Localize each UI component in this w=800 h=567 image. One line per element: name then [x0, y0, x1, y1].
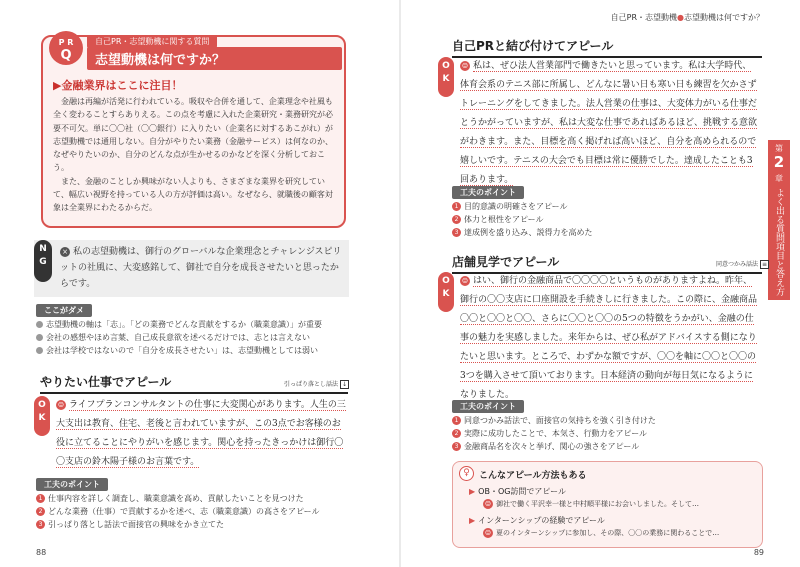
number-icon: 2 — [452, 429, 461, 438]
kufu-list-right-2 — [452, 414, 762, 453]
kufu-item: 1 仕事内容を詳しく調査し、職業意識を高め、貢献したいことを見つけた — [36, 492, 356, 505]
tips-box — [452, 461, 763, 548]
kufu-item: 2 体力と根性をアピール — [452, 213, 762, 226]
running-head-right: 志望動機は何ですか？ — [684, 13, 764, 22]
running-head-left: 自己PR・志望動機 — [610, 13, 678, 22]
question-header — [43, 37, 344, 71]
ok-answer-store-text: はい、御行の金融商品で〇〇〇〇というものがありますよね。昨年、御行の〇〇支店に口座開設を手続きしに行きました。この際に、金融商品〇〇と〇〇と〇〇、さらに〇〇と〇〇の5つの特徴をうかがい、金融の仕事の魅力を実感しました。来年からは、ぜひ私がアドバイスする側になりたいと思います。ところで、わずかな額ですが、〇〇を軸に〇〇と〇〇の3つを購入させて頂いております。日本経済の動向が毎日気になるようになりました。 — [460, 276, 758, 400]
ng-answer-text: 私の志望動機は、御行のグローバルな企業理念とチャレンジスピリットの社風に、大変感銘して、御社で自分を成長させたいと思ったからです。 — [60, 247, 342, 289]
arrow-down-icon: ↓ — [342, 381, 348, 388]
page-number-left: 88 — [36, 548, 47, 557]
ng-answer-block — [34, 240, 349, 297]
number-icon: 1 — [36, 494, 45, 503]
pr-badge-q: Q — [60, 48, 72, 63]
chapter-prefix: 第 — [775, 144, 783, 153]
bad-points-list — [36, 318, 356, 357]
kufu-item: 1 目的意識の明確さをアピール — [452, 200, 762, 213]
bad-point-item: 会社は学校ではないので「自分を成長させたい」は、志望動機としては弱い — [36, 344, 356, 357]
question-category: 自己PR・志望動機に関する質問 — [87, 35, 217, 48]
dot-icon: ● — [677, 13, 684, 22]
kufu-list-left — [36, 492, 356, 531]
technique-label: 引っぱり落とし話法 ↓ — [284, 381, 348, 388]
question-title: 志望動機は何ですか？ — [87, 47, 342, 70]
kufu-item: 2 実際に成功したことで、本気さ、行動力をアピール — [452, 427, 762, 440]
chapter-unit: 章 — [775, 174, 783, 183]
kufu-tag-right-1: 工夫のポイント — [452, 186, 524, 199]
bullet-icon — [36, 321, 43, 328]
ok-answer-selfpr-text: 私は、ぜひ法人営業部門で働きたいと思っています。私は大学時代、体育会系のテニス部に所属し、どんなに暑い日も寒い日も練習を欠かさずトレーニングをしてきました。法人営業の仕事は、大変体力がいる仕事だとうかがっていますが、私は大変な仕事であればあるほど、挑戦する意欲がわきます。また、目標を高く掲げれば高いほど、自分を高められるので嬉しいです。テニスの大会でも目標は常に優勝でした。達成したことも3回あります。 — [460, 61, 758, 185]
smile-face-icon: ☺ — [461, 276, 469, 285]
ok-badge: O K — [438, 272, 454, 312]
pr-q-badge — [49, 31, 83, 65]
section-title-job: やりたい仕事でアピール — [40, 373, 348, 394]
technique-label-store: 同意つかみ話法 ≡ — [716, 261, 768, 268]
arrow-right-icon: ▶ — [469, 487, 476, 496]
chapter-number: 2 — [773, 153, 785, 171]
tips-item-1: ▶ OB・OG訪問でアピール — [469, 487, 566, 496]
question-paragraph-1: 金融は再編が活発に行われている。吸収や合併を通して、企業理念や社風も全く変わることすらありえる。この点を考慮に入れた企業研究・業務研究が必要不可欠。単に〇〇社（〇〇銀行）に入りたい（企業名に対するあこがれ）が志望動機では通用しない。自分がやりたい業務（金融サービス）は何なのか、なぜやりたいのか、自分のどんな点が生かせるのかなどを深く分析しておこう。 — [53, 97, 333, 173]
tips-line-1: ☺ 御社で働く平沢幸一様と中村順平様にお会いしました。そして… — [484, 500, 699, 508]
tips-line-2: ☺ 夏のインターンシップに参加し、その際、〇〇の業務に関わることで… — [484, 529, 720, 537]
tips-title: こんなアピール方法もある — [479, 471, 587, 481]
question-paragraph-2: また、金融のことしか興味がない人よりも、さまざまな業界を研究していて、幅広い視野を持っている人の方が評価は高い。なぜなら、就職後の顧客対象は全業界にわたるからだ。 — [53, 176, 333, 213]
kufu-item: 3 引っぱり落とし話法で面接官の興味をかき立てた — [36, 518, 356, 531]
focus-heading: ▶金融業界はここに注目！ — [53, 79, 183, 92]
number-icon: 1 — [452, 202, 461, 211]
bad-point-item: 会社の感想やほめ言葉、自己成長意欲を述べるだけでは、志とは言えない — [36, 331, 356, 344]
bullet-icon — [36, 347, 43, 354]
ok-badge: O K — [438, 57, 454, 97]
ok-answer-selfpr — [460, 57, 760, 190]
kufu-tag-right-2: 工夫のポイント — [452, 400, 524, 413]
ok-answer-block-store — [438, 272, 763, 400]
smile-face-icon: ☺ — [57, 400, 65, 409]
ok-answer-job — [56, 396, 346, 472]
pr-badge-top: P R — [58, 38, 74, 47]
ok-badge: O K — [34, 396, 50, 436]
number-icon: 3 — [36, 520, 45, 529]
number-icon: 3 — [452, 442, 461, 451]
chapter-title: よく出る質問項目と答え方 — [774, 188, 784, 296]
arrow-right-icon: ▶ — [469, 516, 476, 525]
ok-answer-job-text: ライフプランコンサルタントの仕事に大変関心があります。人生の三大支出は教育、住宅、老後と言われていますが、この3点でお客様のお役に立てることにやりがいを感じます。関心を持ったきっかけは御行〇〇支店の鈴木陽子様のお言葉です。 — [56, 400, 346, 467]
smile-face-icon: ☺ — [484, 529, 492, 537]
ng-badge: N G — [34, 240, 52, 282]
smile-face-icon: ☺ — [484, 500, 492, 508]
kufu-item: 1 同意つかみ話法で、面接官の気持ちを強く引き付けた — [452, 414, 762, 427]
ok-answer-block-selfpr — [438, 57, 763, 185]
section-title-store: 店舗見学でアピール — [452, 253, 762, 274]
number-icon: 3 — [452, 228, 461, 237]
lightbulb-icon: ♀ — [459, 466, 474, 481]
kufu-tag-left: 工夫のポイント — [36, 478, 108, 491]
sad-face-icon: × — [60, 247, 70, 257]
number-icon: 1 — [452, 416, 461, 425]
bad-point-item: 志望動機の軸は「志」。「どの業務でどんな貢献をするか（職業意識）」が重要 — [36, 318, 356, 331]
smile-face-icon: ☺ — [461, 61, 469, 70]
kufu-list-right-1 — [452, 200, 762, 239]
question-box — [41, 35, 346, 228]
kufu-item: 3 金融商品名を次々と挙げ、関心の強さをアピール — [452, 440, 762, 453]
number-icon: 2 — [452, 215, 461, 224]
kufu-item: 3 達成例を盛り込み、説得力を高めた — [452, 226, 762, 239]
equals-icon: ≡ — [762, 261, 768, 268]
number-icon: 2 — [36, 507, 45, 516]
tips-item-2: ▶ インターンシップの経験でアピール — [469, 516, 605, 525]
bullet-icon — [36, 334, 43, 341]
page-number-right: 89 — [753, 548, 764, 557]
kufu-item: 2 どんな業務（仕事）で貢献するかを述べ、志（職業意識）の高さをアピール — [36, 505, 356, 518]
question-body — [53, 95, 339, 215]
ok-answer-store — [460, 272, 760, 405]
bad-points-tag: ここがダメ — [36, 304, 92, 317]
ng-answer — [60, 244, 342, 292]
ok-answer-block-job — [34, 396, 349, 466]
section-title-selfpr: 自己PRと結び付けてアピール — [452, 37, 762, 58]
